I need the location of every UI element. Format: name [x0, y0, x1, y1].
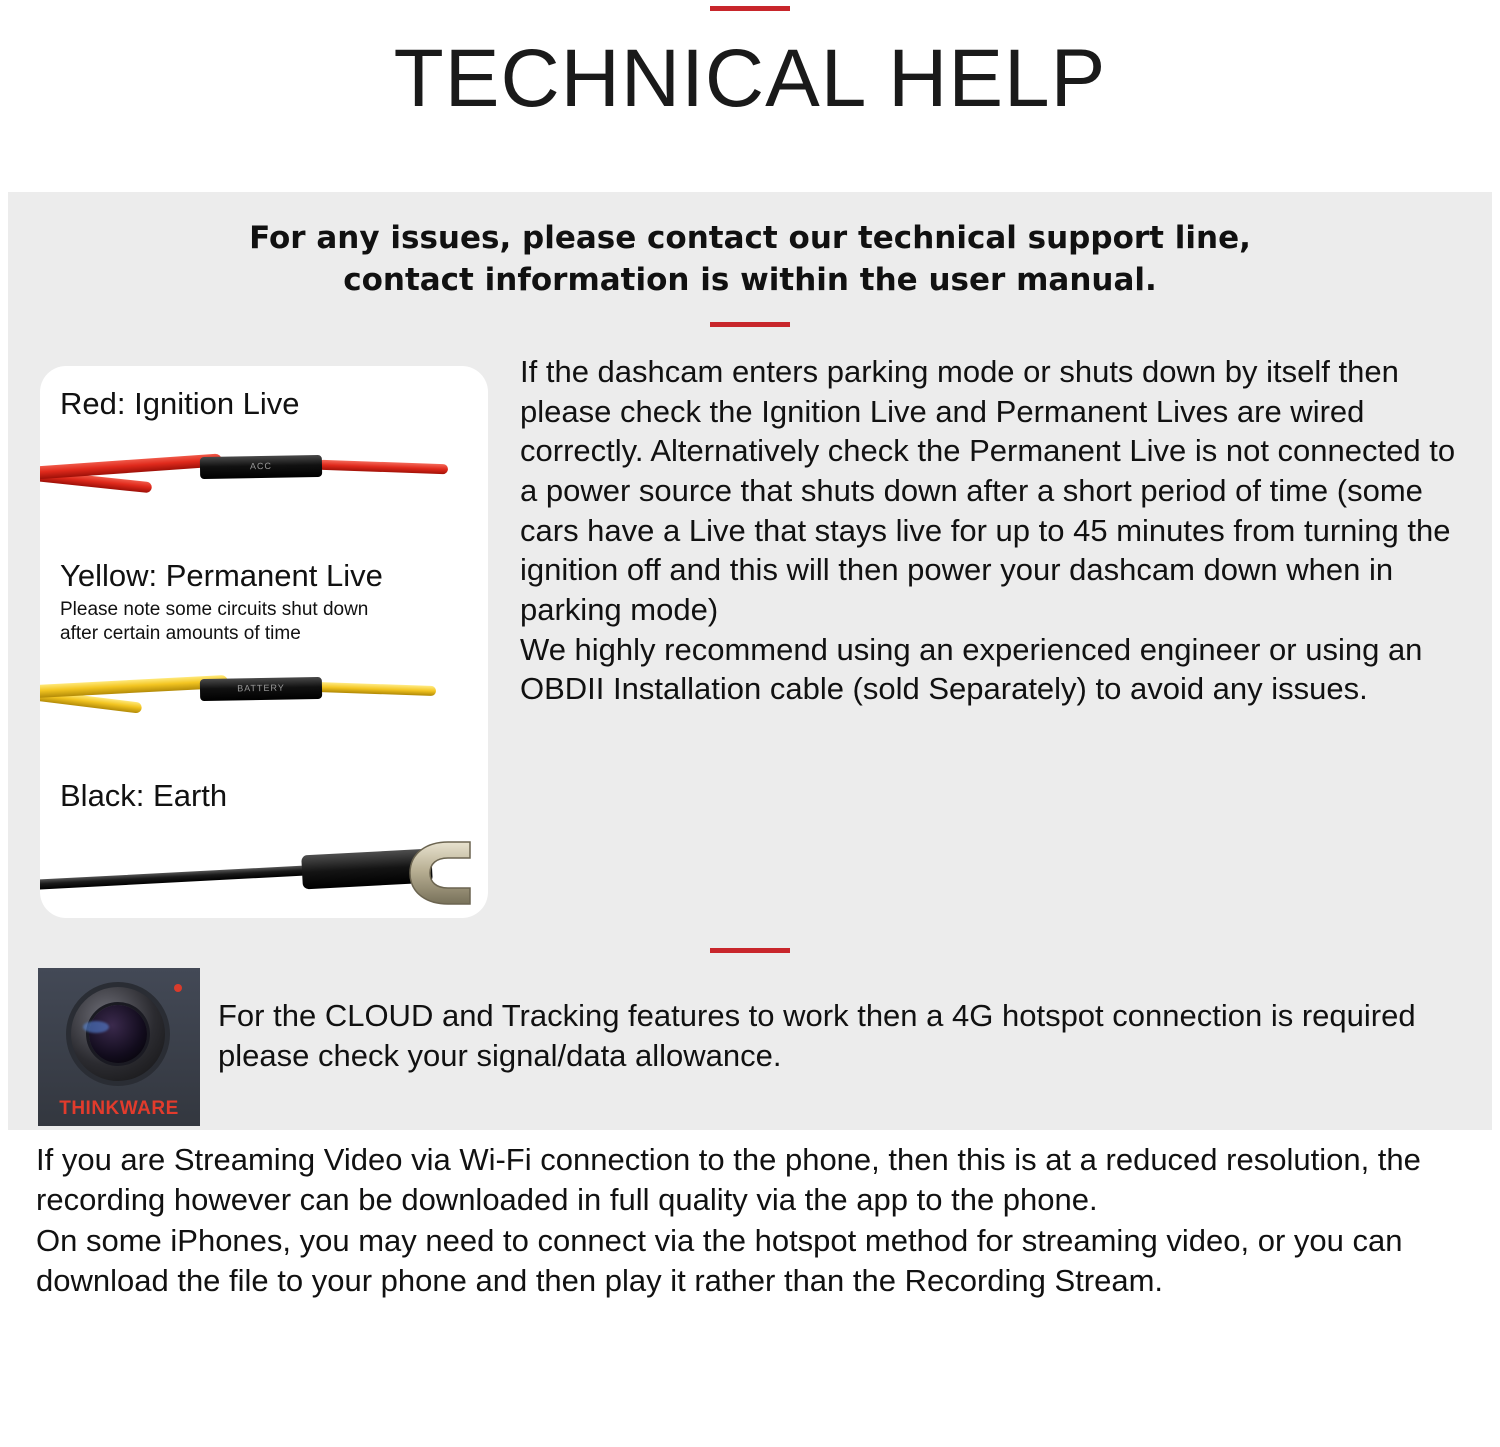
main-paragraph-2: We highly recommend using an experienced engineer or using an OBDII Installation cable (sold Separately) to avoid any issues. — [520, 631, 1423, 707]
bottom-paragraph-2: On some iPhones, you may need to connect via the hotspot method for streaming video, or you can download the file to your phone and then play it rather than the Recording Stream. — [36, 1222, 1403, 1298]
yellow-sleeve — [200, 677, 322, 701]
black-cable-strand — [40, 864, 332, 890]
yellow-note-line-2: after certain amounts of time — [60, 622, 301, 644]
camera-brand-label: THINKWARE — [59, 1098, 179, 1119]
red-wire-label: Red: Ignition Live — [60, 386, 300, 421]
lens-glint — [83, 1021, 109, 1033]
camera-lens-ring-icon — [66, 982, 170, 1086]
page-title: TECHNICAL HELP — [393, 33, 1107, 124]
red-sleeve — [200, 455, 322, 479]
red-sleeve-text: ACC — [249, 460, 273, 472]
wire-reference-card — [40, 366, 488, 918]
main-paragraph-1: If the dashcam enters parking mode or shuts down by itself then please check the Ignition Live and Permanent Lives are wired correctly. Alternatively check the Permanent Live is not connected to a power source that shuts down after a short period of time (some cars have a Live that stays live for up to 45 minutes from turning the ignition off and this will then power your dashcam down when in parking mode) — [520, 354, 1456, 628]
yellow-cable-strand-c — [316, 682, 436, 696]
camera-lens-icon — [89, 1005, 147, 1063]
cloud-accent-rule — [710, 948, 790, 953]
intro-text — [0, 218, 1500, 302]
recording-led-icon — [174, 984, 182, 992]
mid-accent-rule — [710, 322, 790, 327]
dashcam-body — [38, 968, 200, 1126]
red-cable-strand-c — [318, 460, 448, 475]
intro-line-2: contact information is within the user manual. — [343, 261, 1157, 298]
dashcam-thumbnail — [38, 968, 200, 1126]
spade-terminal-icon — [402, 840, 474, 906]
black-wire-label: Black: Earth — [60, 778, 228, 813]
yellow-wire-graphic — [40, 662, 488, 732]
cloud-text: For the CLOUD and Tracking features to work then a 4G hotspot connection is required please check your signal/data allowance. — [218, 998, 1416, 1074]
yellow-wire-label: Yellow: Permanent Live — [60, 558, 383, 593]
intro-line-1: For any issues, please contact our technical support line, — [249, 220, 1251, 256]
yellow-sleeve-text: BATTERY — [237, 682, 285, 694]
bottom-text-block — [36, 1140, 1456, 1301]
red-wire-graphic — [40, 442, 488, 512]
black-wire-graphic — [40, 826, 488, 918]
yellow-wire-note — [60, 598, 368, 646]
red-cable-strand-a — [40, 453, 222, 479]
bottom-paragraph-1: If you are Streaming Video via Wi-Fi connection to the phone, then this is at a reduced resolution, the recording however can be downloaded in full quality via the app to the phone. — [36, 1142, 1421, 1218]
top-accent-rule — [710, 6, 790, 11]
main-text-block — [520, 352, 1468, 709]
yellow-note-line-1: Please note some circuits shut down — [60, 599, 369, 620]
